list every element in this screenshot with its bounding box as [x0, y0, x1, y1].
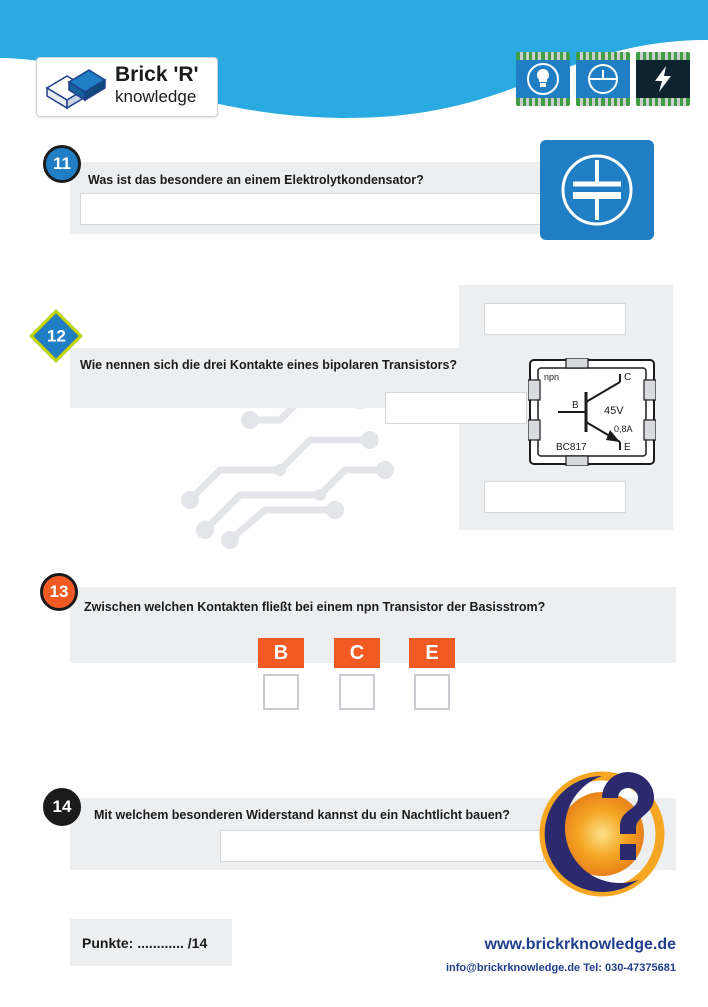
points-label: Punkte: ............ /14 — [82, 934, 208, 951]
question-12-answer-input-3[interactable] — [484, 481, 626, 513]
contact-info: info@brickrknowledge.de Tel: 030-47375681 — [445, 962, 676, 974]
brick-logo-icon — [45, 64, 107, 116]
lightning-icon — [646, 62, 680, 96]
lightbulb-icon — [526, 62, 560, 96]
choice-c[interactable] — [334, 638, 380, 710]
choice-b-checkbox[interactable] — [263, 674, 299, 710]
question-12-answer-input-2[interactable] — [385, 392, 527, 424]
choice-b[interactable] — [258, 638, 304, 710]
moon-question-icon — [536, 762, 674, 900]
question-14-text: Mit welchem besonderen Widerstand kannst du ein Nachtlicht bauen? — [94, 808, 510, 822]
module-icon-group — [516, 52, 690, 106]
question-11-text: Was ist das besondere an einem Elektrolytkondensator? — [88, 173, 424, 187]
npn-transistor-icon — [528, 358, 656, 466]
question-14-number: 14 — [43, 788, 81, 826]
question-14-answer-input[interactable] — [220, 830, 544, 862]
choice-e[interactable] — [409, 638, 455, 710]
question-11-number: 11 — [43, 145, 81, 183]
choice-c-checkbox[interactable] — [339, 674, 375, 710]
points-box — [70, 919, 232, 966]
logo-title: Brick 'R' — [115, 63, 199, 86]
capacitor-icon — [555, 148, 639, 232]
website-link[interactable]: www.brickrknowledge.de — [484, 936, 676, 953]
capacitor-icon-tile — [540, 140, 654, 240]
question-13-text: Zwischen welchen Kontakten fließt bei einem npn Transistor der Basisstrom? — [84, 600, 546, 614]
choice-e-checkbox[interactable] — [414, 674, 450, 710]
question-13-number: 13 — [40, 573, 78, 611]
svg-text:B: B — [572, 400, 579, 411]
choice-b-letter: B — [258, 638, 304, 668]
question-12-number: 12 — [29, 309, 83, 363]
logo-subtitle: knowledge — [115, 87, 197, 106]
svg-text:npn: npn — [544, 372, 560, 382]
module-lamp — [516, 52, 570, 106]
svg-text:C: C — [624, 372, 632, 383]
question-12-answer-input-1[interactable] — [484, 303, 626, 335]
choice-c-letter: C — [334, 638, 380, 668]
svg-text:E: E — [624, 442, 631, 453]
brand-logo — [36, 57, 218, 117]
svg-text:45V: 45V — [604, 405, 624, 417]
svg-text:0,8A: 0,8A — [614, 424, 633, 434]
meter-icon — [586, 62, 620, 96]
svg-text:BC817: BC817 — [556, 442, 587, 453]
module-flash — [636, 52, 690, 106]
choice-e-letter: E — [409, 638, 455, 668]
module-meter — [576, 52, 630, 106]
question-12-text: Wie nennen sich die drei Kontakte eines bipolaren Transistors? — [80, 358, 458, 372]
